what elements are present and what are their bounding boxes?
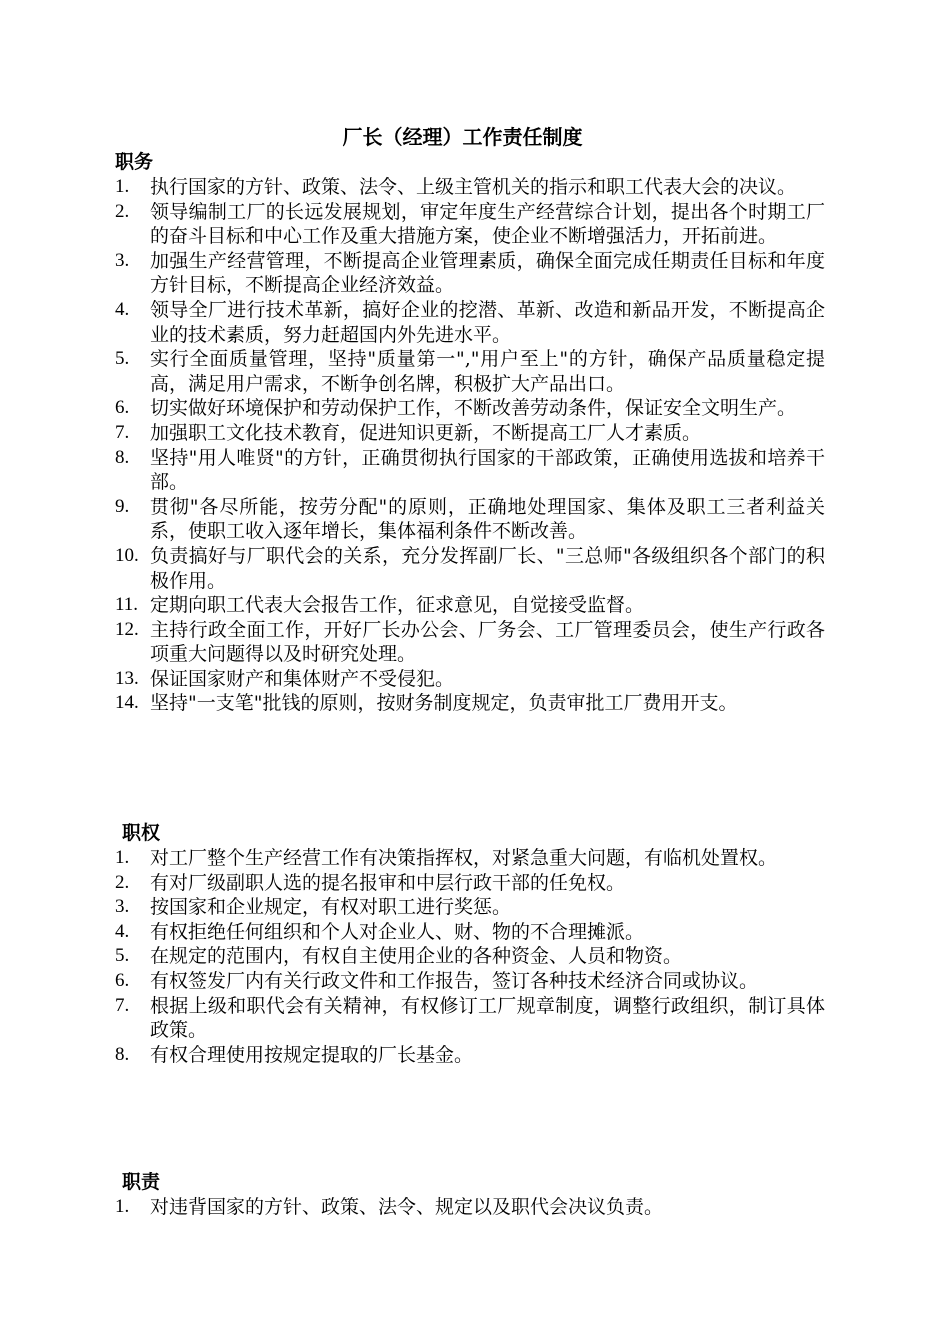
document-title: 厂长（经理）工作责任制度 xyxy=(342,125,583,149)
list-item xyxy=(115,846,825,871)
list-item-number: 13. xyxy=(115,667,139,689)
list-item xyxy=(115,298,825,347)
list-item-text: 坚持"一支笔"批钱的原则，按财务制度规定，负责审批工厂费用开支。 xyxy=(150,692,738,715)
list-item-number: 7. xyxy=(115,994,130,1016)
list-item-number: 12. xyxy=(115,618,139,640)
list-item-text: 有对厂级副职人选的提名报审和中层行政干部的任免权。 xyxy=(150,871,626,894)
duties-list xyxy=(115,175,825,716)
list-item xyxy=(115,1195,825,1220)
list-item xyxy=(115,895,825,920)
list-item-number: 4. xyxy=(115,298,130,320)
list-item-number: 5. xyxy=(115,348,130,370)
list-item-text: 主持行政全面工作，开好厂长办公会、厂务会、工厂管理委员会，使生产行政各项重大问题得以及时研究处理。 xyxy=(150,618,825,666)
list-item-text: 切实做好环境保护和劳动保护工作，不断改善劳动条件，保证安全文明生产。 xyxy=(150,397,797,420)
list-item xyxy=(115,969,825,994)
list-item xyxy=(115,618,825,667)
list-item xyxy=(115,200,825,249)
list-item-text: 有权合理使用按规定提取的厂长基金。 xyxy=(150,1043,474,1066)
list-item-text: 贯彻"各尽所能，按劳分配"的原则，正确地处理国家、集体及职工三者利益关系，使职工收入逐年增长，集体福利条件不断改善。 xyxy=(150,495,825,543)
list-item-number: 6. xyxy=(115,969,130,991)
section-responsibilities xyxy=(115,1170,825,1220)
list-item-text: 实行全面质量管理，坚持"质量第一","用户至上"的方针，确保产品质量稳定提高，满足用户需求，不断争创名牌，积极扩大产品出口。 xyxy=(150,348,825,395)
list-item xyxy=(115,249,825,298)
authority-list xyxy=(115,846,825,1067)
list-item-text: 领导全厂进行技术革新，搞好企业的挖潜、革新、改造和新品开发，不断提高企业的技术素质，努力赶超国内外先进水平。 xyxy=(150,298,825,346)
list-item-text: 执行国家的方针、政策、法令、上级主管机关的指示和职工代表大会的决议。 xyxy=(150,176,797,198)
list-item-text: 加强生产经营管理，不断提高企业管理素质，确保全面完成任期责任目标和年度方针目标，不断提高企业经济效益。 xyxy=(150,249,825,297)
section-heading-authority: 职权 xyxy=(122,822,161,844)
list-item-number: 5. xyxy=(115,945,130,967)
list-item-text: 领导编制工厂的长远发展规划，审定年度生产经营综合计划，提出各个时期工厂的奋斗目标和中心工作及重大措施方案，使企业不断增强活力，开拓前进。 xyxy=(150,200,825,248)
list-item-text: 定期向职工代表大会报告工作，征求意见，自觉接受监督。 xyxy=(150,594,645,617)
list-item xyxy=(115,593,825,618)
list-item-text: 保证国家财产和集体财产不受侵犯。 xyxy=(150,667,455,690)
list-item xyxy=(115,495,825,544)
list-item xyxy=(115,421,825,446)
list-item-text: 对工厂整个生产经营工作有决策指挥权，对紧急重大问题，有临机处置权。 xyxy=(150,847,778,869)
list-item-text: 负责搞好与厂职代会的关系，充分发挥副厂长、"三总师"各级组织各个部门的积极作用。 xyxy=(150,544,825,592)
list-item-text: 有权签发厂内有关行政文件和工作报告，签订各种技术经济合同或协议。 xyxy=(150,969,759,992)
list-item-text: 对违背国家的方针、政策、法令、规定以及职代会决议负责。 xyxy=(150,1196,664,1218)
list-item-number: 4. xyxy=(115,920,130,942)
list-item-text: 按国家和企业规定，有权对职工进行奖惩。 xyxy=(150,896,512,919)
section-heading-responsibilities: 职责 xyxy=(122,1171,161,1193)
list-item-text: 在规定的范围内，有权自主使用企业的各种资金、人员和物资。 xyxy=(150,945,683,968)
list-item xyxy=(115,994,825,1043)
list-item-number: 14. xyxy=(115,692,139,714)
list-item-number: 7. xyxy=(115,421,130,443)
list-item xyxy=(115,544,825,593)
list-item-number: 2. xyxy=(115,200,130,222)
list-item xyxy=(115,396,825,421)
responsibilities-list xyxy=(115,1195,825,1220)
list-item-number: 11. xyxy=(115,594,139,616)
list-item-number: 2. xyxy=(115,871,130,893)
section-duties xyxy=(115,150,825,716)
list-item-number: 10. xyxy=(115,544,139,566)
list-item-number: 6. xyxy=(115,397,130,419)
list-item-text: 坚持"用人唯贤"的方针，正确贯彻执行国家的干部政策，正确使用选拔和培养干部。 xyxy=(150,446,825,494)
section-authority xyxy=(115,821,825,1067)
list-item-text: 加强职工文化技术教育，促进知识更新，不断提高工厂人才素质。 xyxy=(150,421,702,444)
list-item-number: 3. xyxy=(115,896,130,918)
list-item xyxy=(115,667,825,692)
list-item xyxy=(115,175,825,200)
list-item-number: 8. xyxy=(115,446,130,468)
list-item xyxy=(115,691,825,716)
list-item-number: 8. xyxy=(115,1043,130,1065)
list-item xyxy=(115,347,825,396)
list-item-number: 1. xyxy=(115,176,130,197)
list-item-number: 1. xyxy=(115,847,130,868)
section-heading-duties: 职务 xyxy=(115,151,154,173)
list-item xyxy=(115,1043,825,1068)
list-item-number: 9. xyxy=(115,495,130,517)
list-item-text: 有权拒绝任何组织和个人对企业人、财、物的不合理摊派。 xyxy=(150,920,645,943)
list-item xyxy=(115,920,825,945)
list-item-number: 1. xyxy=(115,1196,130,1217)
list-item xyxy=(115,871,825,896)
list-item xyxy=(115,446,825,495)
list-item-text: 根据上级和职代会有关精神，有权修订工厂规章制度，调整行政组织，制订具体政策。 xyxy=(150,994,825,1042)
list-item xyxy=(115,944,825,969)
list-item-number: 3. xyxy=(115,249,130,271)
